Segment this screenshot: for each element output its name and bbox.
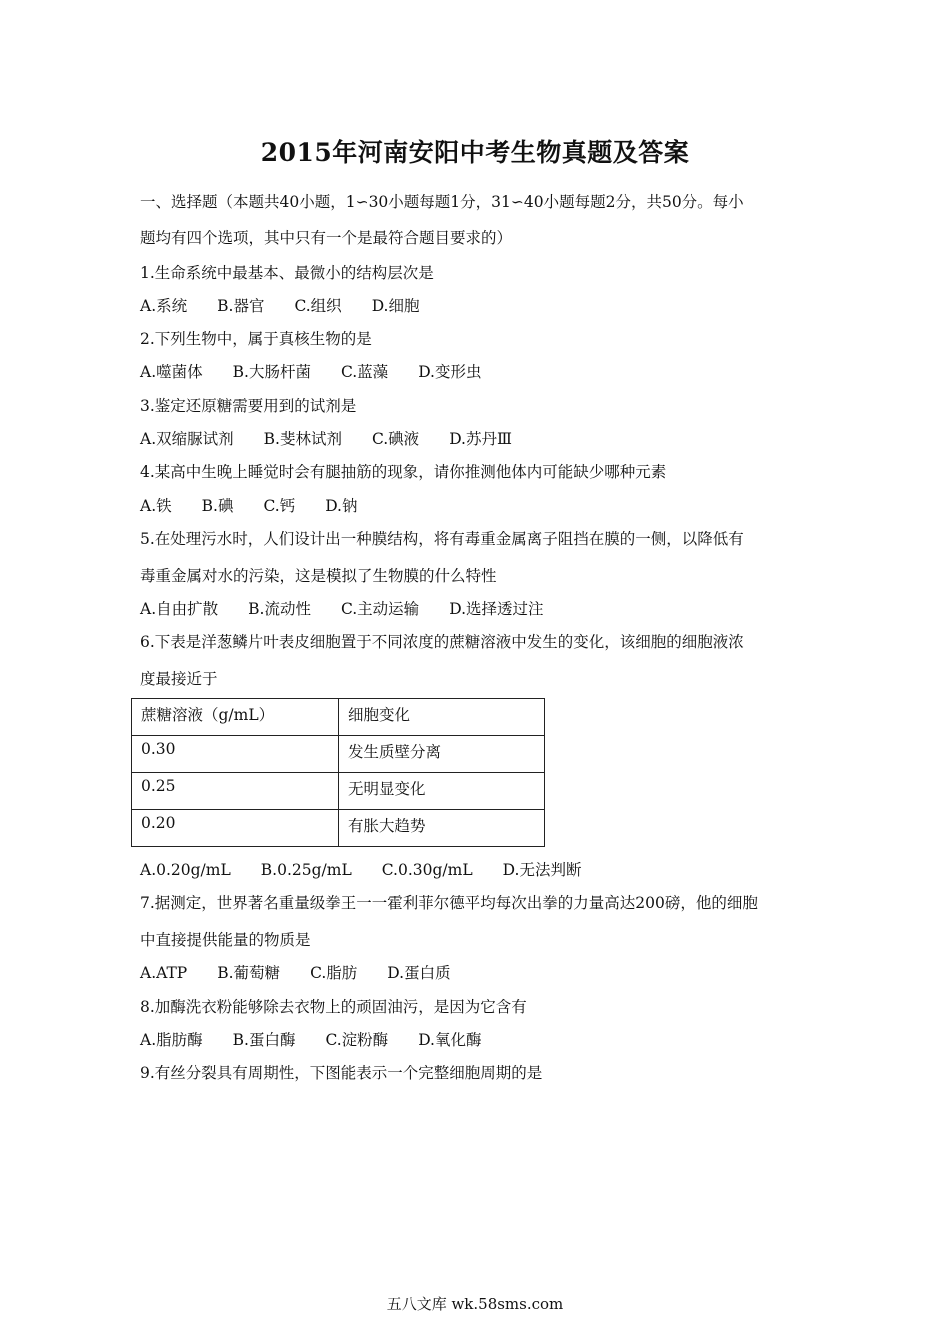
- question-2-options: [140, 360, 512, 382]
- option-a: A.噬菌体: [140, 363, 203, 381]
- option-b: B.0.25g/mL: [260, 861, 352, 879]
- section-intro-line1: 一、选择题（本题共40小题，1∽30小题每题1分，31∽40小题每题2分，共50分。每小: [140, 193, 744, 211]
- table-cell: 0.30: [132, 736, 339, 773]
- option-a: A.ATP: [140, 964, 188, 982]
- option-b: B.碘: [201, 497, 234, 515]
- option-d: D.细胞: [371, 297, 420, 315]
- option-a: A.自由扩散: [140, 600, 219, 618]
- question-3: 3.鉴定还原糖需要用到的试剂是: [140, 397, 357, 415]
- table-cell: 0.25: [132, 773, 339, 810]
- question-2: 2.下列生物中，属于真核生物的是: [140, 330, 372, 348]
- option-d: D.变形虫: [418, 363, 482, 381]
- question-8: 8.加酶洗衣粉能够除去衣物上的顽固油污，是因为它含有: [140, 998, 527, 1016]
- option-d: D.氧化酶: [418, 1031, 482, 1049]
- question-8-options: [140, 1028, 512, 1050]
- option-a: A.双缩脲试剂: [140, 430, 234, 448]
- option-d: D.钠: [325, 497, 358, 515]
- table-cell: 无明显变化: [339, 773, 545, 810]
- table-cell: 0.20: [132, 810, 339, 847]
- option-a: A.0.20g/mL: [140, 861, 231, 879]
- option-c: C.组织: [294, 297, 342, 315]
- table-header-row: [132, 699, 545, 736]
- option-c: C.蓝藻: [340, 363, 389, 381]
- table-header: 细胞变化: [339, 699, 545, 736]
- question-6-line2: 度最接近于: [140, 670, 218, 688]
- option-c: C.脂肪: [310, 964, 358, 982]
- option-b: B.器官: [217, 297, 265, 315]
- option-b: B.蛋白酶: [232, 1031, 296, 1049]
- option-d: D.苏丹Ⅲ: [449, 430, 512, 448]
- question-5-line1: 5.在处理污水时，人们设计出一种膜结构，将有毒重金属离子阻挡在膜的一侧，以降低有: [140, 530, 744, 548]
- table-cell: 有胀大趋势: [339, 810, 545, 847]
- table-row: [132, 773, 545, 810]
- option-b: B.大肠杆菌: [232, 363, 311, 381]
- question-5-line2: 毒重金属对水的污染，这是模拟了生物膜的什么特性: [140, 567, 497, 585]
- sucrose-table: [131, 698, 545, 847]
- question-1-options: [140, 294, 450, 316]
- option-b: B.斐林试剂: [263, 430, 342, 448]
- option-c: C.主动运输: [340, 600, 420, 618]
- table-cell: 发生质壁分离: [339, 736, 545, 773]
- question-4: 4.某高中生晚上睡觉时会有腿抽筋的现象，请你推测他体内可能缺少哪种元素: [140, 463, 667, 481]
- question-7-line1: 7.据测定，世界著名重量级拳王一一霍利菲尔德平均每次出拳的力量高达200磅，他的细胞: [140, 894, 758, 912]
- question-5-options: [140, 597, 574, 619]
- question-9: 9.有丝分裂具有周期性，下图能表示一个完整细胞周期的是: [140, 1064, 543, 1082]
- footer-watermark: 五八文库 wk.58sms.com: [386, 1295, 564, 1313]
- option-d: D.选择透过注: [449, 600, 544, 618]
- section-intro-line2: 题均有四个选项，其中只有一个是最符合题目要求的）: [140, 229, 513, 247]
- table-header: 蔗糖溶液（g/mL）: [132, 699, 339, 736]
- table-row: [132, 736, 545, 773]
- question-3-options: [140, 427, 542, 449]
- question-6-options: [140, 858, 611, 880]
- question-4-options: [140, 494, 388, 516]
- option-b: B.葡萄糖: [217, 964, 281, 982]
- question-7-line2: 中直接提供能量的物质是: [140, 931, 311, 949]
- option-c: C.钙: [263, 497, 296, 515]
- option-c: C.0.30g/mL: [381, 861, 473, 879]
- option-a: A.铁: [140, 497, 172, 515]
- option-a: A.脂肪酶: [140, 1031, 203, 1049]
- option-b: B.流动性: [248, 600, 311, 618]
- question-7-options: [140, 961, 481, 983]
- table-row: [132, 810, 545, 847]
- page-title: 2015年河南安阳中考生物真题及答案: [260, 138, 690, 167]
- option-c: C.淀粉酶: [325, 1031, 389, 1049]
- option-d: D.无法判断: [502, 861, 582, 879]
- option-c: C.碘液: [371, 430, 420, 448]
- option-a: A.系统: [140, 297, 188, 315]
- question-6-line1: 6.下表是洋葱鳞片叶表皮细胞置于不同浓度的蔗糖溶液中发生的变化，该细胞的细胞液浓: [140, 633, 744, 651]
- option-d: D.蛋白质: [387, 964, 451, 982]
- question-1: 1.生命系统中最基本、最微小的结构层次是: [140, 264, 434, 282]
